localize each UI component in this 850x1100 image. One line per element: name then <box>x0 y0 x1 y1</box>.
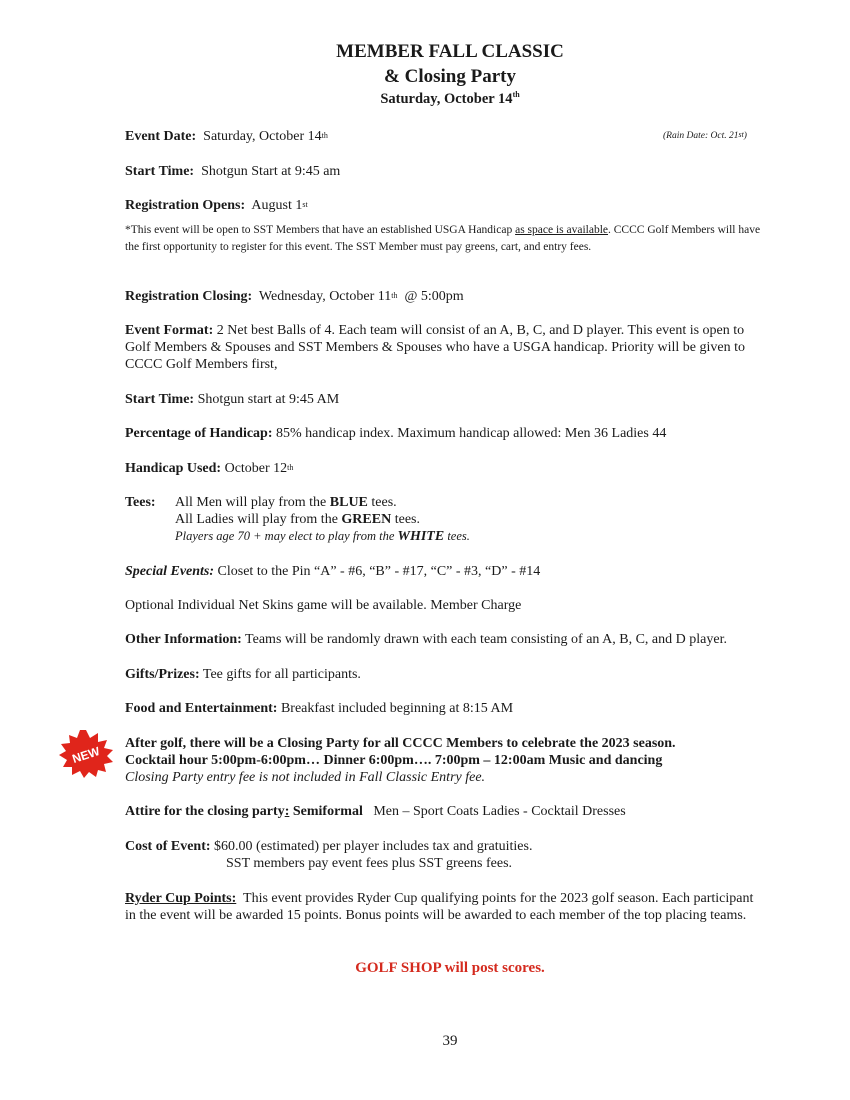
event-date-heading: Saturday, October 14th <box>380 90 520 107</box>
tees-label: Tees: <box>125 495 156 510</box>
event-date-line: Event Date: Saturday, October 14th <box>125 129 328 144</box>
other-information-line: Other Information: Teams will be randomly drawn with each team consisting of an A, B, C, and D player. <box>125 632 727 647</box>
new-badge-text: NEW <box>70 744 102 766</box>
start-time-2-line: Start Time: Shotgun start at 9:45 AM <box>125 392 340 407</box>
page-title: MEMBER FALL CLASSIC <box>336 41 564 62</box>
closing-party-paragraph: After golf, there will be a Closing Party for all CCCC Members to celebrate the 2023 season. Cocktail hour 5:00pm-6:00pm… Dinner 6:00pm…. 7:00pm – 12:00am Music and dancing Closing Party entry fee is not included in Fall Classic Entry fee. <box>125 736 676 785</box>
registration-opens-line: Registration Opens: August 1st <box>125 198 308 213</box>
handicap-used-line: Handicap Used: October 12th <box>125 461 294 476</box>
new-starburst-icon <box>56 728 116 778</box>
gifts-prizes-line: Gifts/Prizes: Tee gifts for all participants. <box>125 667 361 682</box>
registration-closing-line: Registration Closing: Wednesday, October 11th @ 5:00pm <box>125 289 464 304</box>
tees-ladies-line: All Ladies will play from the GREEN tees. <box>175 512 420 527</box>
tees-seniors-line: Players age 70 + may elect to play from the WHITE tees. <box>175 529 470 544</box>
handicap-percentage-line: Percentage of Handicap: 85% handicap index. Maximum handicap allowed: Men 36 Ladies 44 <box>125 426 667 441</box>
cost-line: Cost of Event: $60.00 (estimated) per player includes tax and gratuities. <box>125 839 533 854</box>
tees-men-line: All Men will play from the BLUE tees. <box>175 495 397 510</box>
golf-shop-notice: GOLF SHOP will post scores. <box>355 960 545 976</box>
event-format-paragraph: Event Format: 2 Net best Balls of 4. Each team will consist of an A, B, C, and D player. This event is open to Golf Members & Spouses and SST Members & Spouses who have a USGA handicap. Priority will be given to CCCC Golf Members first, <box>125 323 745 372</box>
ryder-cup-paragraph: Ryder Cup Points: This event provides Ryder Cup qualifying points for the 2023 golf season. Each participant in the event will be awarded 15 points. Bonus points will be awarded to each member of the top placing teams. <box>125 891 754 923</box>
food-entertainment-line: Food and Entertainment: Breakfast included beginning at 8:15 AM <box>125 701 514 716</box>
cost-line-2: SST members pay event fees plus SST greens fees. <box>226 856 513 871</box>
page-subtitle: & Closing Party <box>384 66 516 87</box>
rain-date: (Rain Date: Oct. 21st) <box>663 130 747 141</box>
start-time-line: Start Time: Shotgun Start at 9:45 am <box>125 164 341 179</box>
attire-line: Attire for the closing party: Semiformal Men – Sport Coats Ladies - Cocktail Dresses <box>125 804 626 819</box>
page-number: 39 <box>442 1033 458 1049</box>
skins-line: Optional Individual Net Skins game will be available. Member Charge <box>125 598 522 613</box>
special-events-line: Special Events: Closet to the Pin “A” - #6, “B” - #17, “C” - #3, “D” - #14 <box>125 564 541 579</box>
eligibility-note: *This event will be open to SST Members that have an established USGA Handicap as space is available. CCCC Golf Members will have the first opportunity to register for this event. The SST Member must pay greens, cart, and entry fees. <box>125 224 761 253</box>
